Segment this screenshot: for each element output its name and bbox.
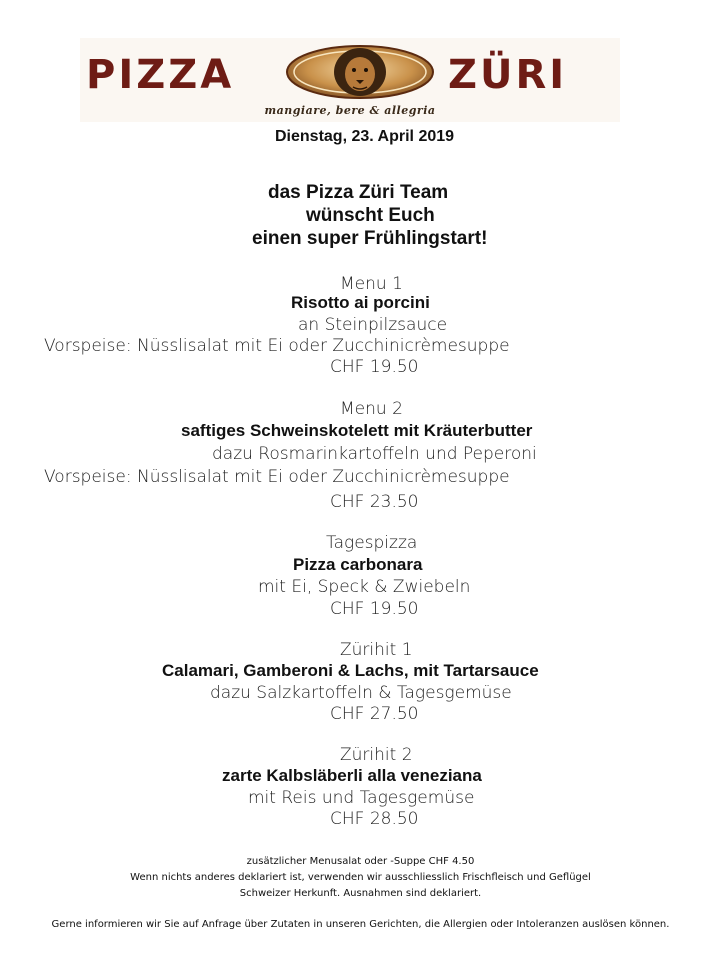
tagespizza-dish: Pizza carbonara [293, 555, 423, 574]
menu-1-side: an Steinpilzsauce [298, 315, 448, 335]
zurihit-1-heading: Zürihit 1 [340, 640, 413, 660]
menu-2-price: CHF 23.50 [330, 492, 419, 512]
menu-2-side: dazu Rosmarinkartoffeln und Peperoni [212, 444, 537, 464]
zurihit-2-heading: Zürihit 2 [340, 745, 413, 765]
meat-origin-note-line-1: Wenn nichts anderes deklariert ist, verwenden wir ausschliesslich Frischfleisch und Geflügel [130, 872, 591, 883]
tagespizza-price: CHF 19.50 [330, 599, 419, 619]
logo-word-right: ZÜRI [448, 52, 568, 98]
menu-1-price: CHF 19.50 [330, 357, 419, 377]
menu-1-heading: Menu 1 [340, 274, 403, 294]
menu-1-starter: Vorspeise: Nüsslisalat mit Ei oder Zucchinicrèmesuppe [44, 336, 510, 356]
tagespizza-heading: Tagespizza [326, 533, 418, 553]
extra-salad-note: zusätzlicher Menusalat oder -Suppe CHF 4.50 [246, 856, 475, 867]
allergy-note: Gerne informieren wir Sie auf Anfrage über Zutaten in unseren Gerichten, die Allergien oder Intoleranzen auslösen können. [51, 919, 670, 930]
zurihit-2-dish: zarte Kalbsläberli alla veneziana [222, 766, 482, 785]
meat-origin-note-line-2: Schweizer Herkunft. Ausnahmen sind deklariert. [239, 888, 482, 899]
menu-2-dish: saftiges Schweinskotelett mit Kräuterbutter [181, 421, 533, 440]
menu-date: Dienstag, 23. April 2019 [275, 128, 455, 145]
zurihit-1-dish: Calamari, Gamberoni & Lachs, mit Tartarsauce [162, 661, 539, 680]
zurihit-2-side: mit Reis und Tagesgemüse [248, 788, 475, 808]
menu-2-starter: Vorspeise: Nüsslisalat mit Ei oder Zucchinicrèmesuppe [44, 467, 510, 487]
greeting-line-2: wünscht Euch [306, 205, 435, 226]
zurihit-1-price: CHF 27.50 [330, 704, 419, 724]
logo-tagline: mangiare, bere & allegria [264, 104, 436, 117]
greeting-line-1: das Pizza Züri Team [268, 182, 449, 203]
greeting-line-3: einen super Frühlingstart! [252, 228, 488, 249]
tagespizza-side: mit Ei, Speck & Zwiebeln [258, 577, 471, 597]
restaurant-logo [80, 38, 620, 122]
lion-head-icon [285, 44, 435, 100]
logo-word-left: PIZZA [86, 52, 235, 98]
zurihit-1-side: dazu Salzkartoffeln & Tagesgemüse [210, 683, 512, 703]
zurihit-2-price: CHF 28.50 [330, 809, 419, 829]
menu-1-dish: Risotto ai porcini [291, 293, 430, 312]
menu-2-heading: Menu 2 [340, 399, 403, 419]
